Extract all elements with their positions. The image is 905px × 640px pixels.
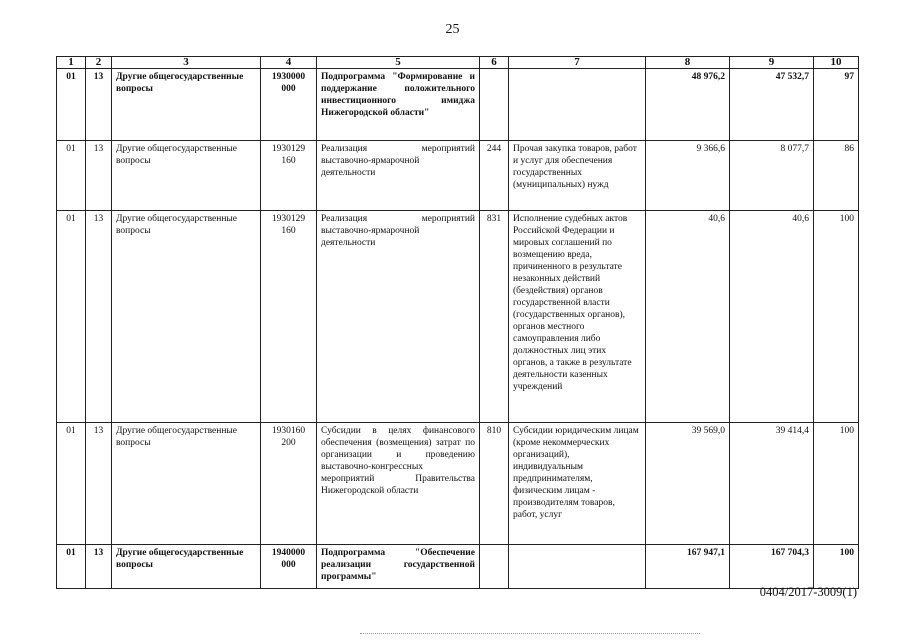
column-header-3: 3 (112, 57, 261, 69)
program-name-cell: Подпрограмма "Формирование и поддержание положительного инвестиционного имиджа Нижегородской области" (317, 69, 480, 141)
target-item-cell: 1940000 000 (261, 545, 317, 589)
expense-type-name-cell: Прочая закупка товаров, работ и услуг для обеспечения государственных (муниципальных) нужд (509, 141, 646, 211)
table-row (57, 423, 859, 545)
program-name-cell: Реализация мероприятий выставочно-ярмарочной деятельности (317, 141, 480, 211)
subsection-cell: 13 (86, 211, 112, 423)
column-header-2: 2 (86, 57, 112, 69)
table-row (57, 69, 859, 141)
expense-type-cell (480, 69, 509, 141)
execution-percent-cell: 100 (814, 211, 859, 423)
table-body (57, 69, 859, 589)
program-name-cell: Подпрограмма "Обеспечение реализации государственной программы" (317, 545, 480, 589)
budget-table (56, 56, 859, 589)
expense-type-name-cell: Исполнение судебных актов Российской Федерации и мировых соглашений по возмещению вреда, причиненного в результате незаконных действий (бездействия) органов государственной власти (государственных органов), органов местного самоуправления либо должностных лиц этих органов, а также в результате деятельности казенных учреждений (509, 211, 646, 423)
program-name-cell: Субсидии в целях финансового обеспечения (возмещения) затрат по организации и проведению выставочно-конгрессных мероприятий Правительства Нижегородской области (317, 423, 480, 545)
expense-type-name-cell: Субсидии юридическим лицам (кроме некоммерческих организаций), индивидуальным предпринимателям, физическим лицам - производителям товаров, работ, услуг (509, 423, 646, 545)
section-name-cell: Другие общегосударственные вопросы (112, 211, 261, 423)
section-name-cell: Другие общегосударственные вопросы (112, 423, 261, 545)
execution-percent-cell: 86 (814, 141, 859, 211)
planned-amount-cell: 40,6 (646, 211, 730, 423)
program-name-cell: Реализация мероприятий выставочно-ярмарочной деятельности (317, 211, 480, 423)
planned-amount-cell: 39 569,0 (646, 423, 730, 545)
table-row (57, 141, 859, 211)
subsection-cell: 13 (86, 69, 112, 141)
section-cell: 01 (57, 141, 86, 211)
section-cell: 01 (57, 545, 86, 589)
executed-amount-cell: 167 704,3 (730, 545, 814, 589)
expense-type-cell: 831 (480, 211, 509, 423)
subsection-cell: 13 (86, 423, 112, 545)
scan-artifact-line (360, 633, 700, 636)
document-code: 0404/2017-3009(1) (759, 585, 857, 599)
column-header-4: 4 (261, 57, 317, 69)
table-row (57, 545, 859, 589)
section-cell: 01 (57, 423, 86, 545)
column-header-1: 1 (57, 57, 86, 69)
page-number: 25 (445, 22, 460, 37)
execution-percent-cell: 100 (814, 423, 859, 545)
executed-amount-cell: 40,6 (730, 211, 814, 423)
execution-percent-cell: 97 (814, 69, 859, 141)
expense-type-cell (480, 545, 509, 589)
expense-type-name-cell (509, 545, 646, 589)
target-item-cell: 1930129 160 (261, 211, 317, 423)
section-name-cell: Другие общегосударственные вопросы (112, 141, 261, 211)
subsection-cell: 13 (86, 545, 112, 589)
executed-amount-cell: 47 532,7 (730, 69, 814, 141)
target-item-cell: 1930000 000 (261, 69, 317, 141)
column-header-10: 10 (814, 57, 859, 69)
column-header-7: 7 (509, 57, 646, 69)
section-cell: 01 (57, 69, 86, 141)
executed-amount-cell: 39 414,4 (730, 423, 814, 545)
executed-amount-cell: 8 077,7 (730, 141, 814, 211)
subsection-cell: 13 (86, 141, 112, 211)
planned-amount-cell: 9 366,6 (646, 141, 730, 211)
section-name-cell: Другие общегосударственные вопросы (112, 69, 261, 141)
expense-type-name-cell (509, 69, 646, 141)
table-row (57, 211, 859, 423)
section-cell: 01 (57, 211, 86, 423)
expense-type-cell: 810 (480, 423, 509, 545)
expense-type-cell: 244 (480, 141, 509, 211)
column-header-8: 8 (646, 57, 730, 69)
column-header-9: 9 (730, 57, 814, 69)
column-number-row (57, 57, 859, 69)
target-item-cell: 1930129 160 (261, 141, 317, 211)
planned-amount-cell: 48 976,2 (646, 69, 730, 141)
execution-percent-cell: 100 (814, 545, 859, 589)
column-header-6: 6 (480, 57, 509, 69)
planned-amount-cell: 167 947,1 (646, 545, 730, 589)
section-name-cell: Другие общегосударственные вопросы (112, 545, 261, 589)
target-item-cell: 1930160 200 (261, 423, 317, 545)
column-header-5: 5 (317, 57, 480, 69)
